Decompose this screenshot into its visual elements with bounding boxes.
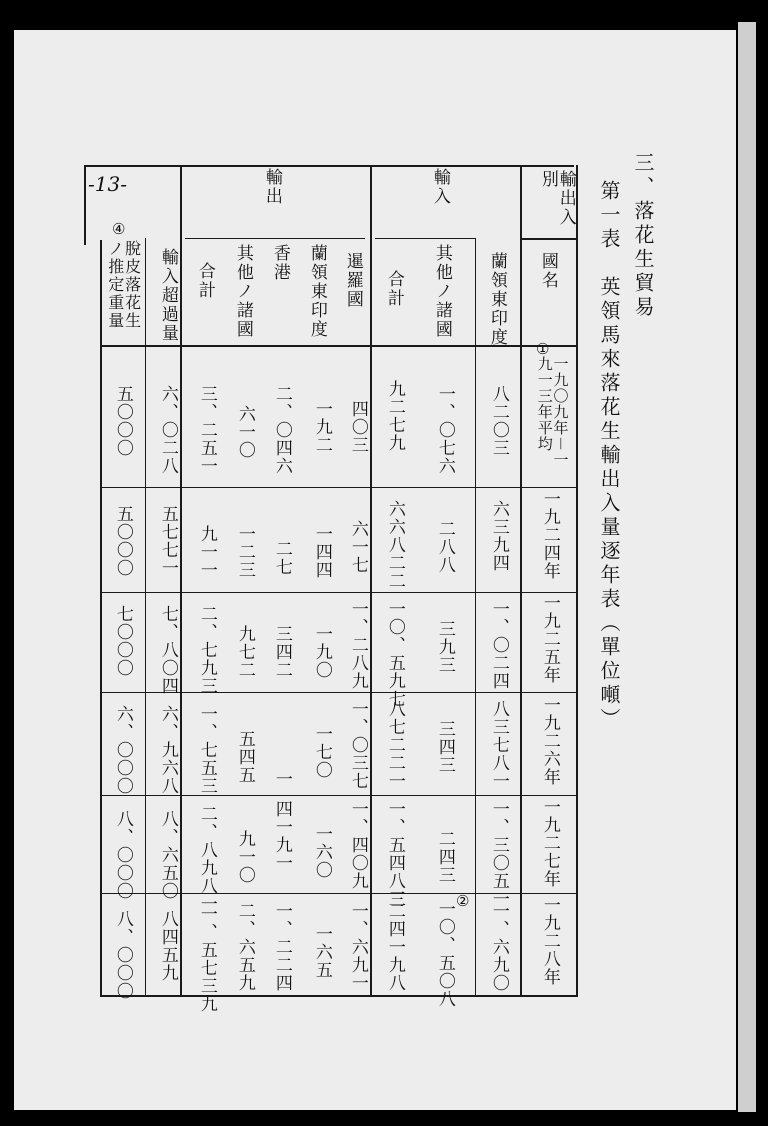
import-group-divider	[375, 238, 475, 239]
data-cell: 九二七九	[384, 380, 405, 452]
data-cell: 一、七五三	[196, 705, 217, 795]
corner-label-top: 輸出入別	[537, 170, 576, 227]
data-cell: 一、四〇九	[347, 800, 368, 890]
data-cell: 二八八	[434, 520, 455, 574]
row-label: 脫皮落花生ノ推定重量	[105, 240, 142, 330]
row-label: 香港	[269, 244, 290, 282]
data-cell: 二四三	[434, 830, 455, 884]
data-cell: 六一〇	[234, 405, 255, 459]
data-cell: 一、六九〇	[488, 902, 509, 992]
data-cell: 七、八〇四	[157, 605, 178, 695]
data-cell: 一、二八九	[347, 600, 368, 690]
data-cell: 二、〇四六	[271, 385, 292, 475]
data-cell: 六、〇〇〇	[112, 705, 133, 795]
note-marker: ①	[536, 340, 550, 358]
row-sep	[100, 592, 576, 593]
data-cell: 一二三	[234, 525, 255, 579]
data-cell: 一、〇二四	[488, 600, 509, 690]
data-cell: 一、五四八三	[384, 800, 405, 908]
data-cell: 六六八二二	[384, 500, 405, 590]
data-cell: 八、六五〇	[157, 810, 178, 900]
col-sep	[145, 238, 146, 995]
data-cell: 八四五九	[157, 910, 178, 982]
data-cell: 八三七八一	[488, 700, 509, 790]
data-cell: 二、六五九	[234, 902, 255, 992]
data-cell: 六一七	[347, 520, 368, 574]
page-edge	[738, 22, 756, 1112]
data-cell: 一六〇	[311, 825, 332, 879]
col-sep	[520, 165, 522, 995]
data-cell: 一九二	[311, 400, 332, 454]
data-cell: 五七七一	[157, 505, 178, 577]
page-number: -13-	[88, 172, 127, 196]
data-cell: 二、七九三	[196, 605, 217, 695]
data-cell: 四〇三	[347, 400, 368, 454]
data-cell: 三、二五一	[196, 385, 217, 475]
data-cell: 一〇、五九七	[384, 600, 405, 708]
data-cell: 一四四	[311, 525, 332, 579]
export-group-header: 輸出	[261, 168, 282, 206]
data-cell: 一六五	[311, 925, 332, 979]
table-right-border	[576, 165, 578, 995]
corner-label-bottom: 國名	[537, 252, 558, 290]
row-sep	[100, 487, 576, 488]
data-cell: 一	[271, 770, 292, 788]
row-label: 合計	[194, 262, 215, 300]
col-sep	[475, 238, 476, 995]
data-cell: 六、〇二八	[157, 385, 178, 475]
year-header: 一九二八年	[539, 896, 560, 986]
data-cell: 二四一九八	[384, 902, 405, 992]
data-cell: 一、六九一	[347, 902, 368, 992]
year-header: 一九二六年	[539, 696, 560, 786]
row-label: 其他ノ諸國	[232, 244, 253, 339]
data-cell: 二七	[271, 540, 292, 576]
year-header: 一九二四年	[539, 490, 560, 580]
data-cell: 五四五	[234, 730, 255, 784]
data-cell: 八、〇〇〇	[112, 810, 133, 900]
section-title: 三、落花生貿易	[631, 152, 655, 320]
data-cell: 七〇〇〇	[112, 605, 133, 677]
export-group-divider	[185, 238, 365, 239]
data-cell: 六、九六八	[157, 705, 178, 795]
data-cell: 一、〇三七	[347, 700, 368, 790]
data-cell: 四一九一	[271, 800, 292, 872]
data-cell: 一〇、五〇八	[434, 900, 455, 1008]
data-cell: 一七〇	[311, 725, 332, 779]
data-cell: 八二〇三	[488, 385, 509, 457]
data-cell: 一、五七三九	[196, 905, 217, 1013]
data-cell: 八、〇〇〇	[112, 910, 133, 1000]
data-cell: 六三九四	[488, 500, 509, 572]
data-cell: 三四三	[434, 720, 455, 774]
row-label: 合計	[383, 270, 404, 308]
data-cell: 一、〇七六	[434, 385, 455, 475]
data-cell: 一、二二四	[271, 902, 292, 992]
col-sep	[180, 165, 182, 995]
corner-divider	[520, 238, 578, 240]
data-cell: 九一一	[196, 525, 217, 579]
data-cell: 三九三	[434, 620, 455, 674]
data-cell: 八七二二一	[384, 700, 405, 790]
row-label: 暹羅國	[342, 252, 363, 309]
data-cell: 五〇〇〇	[112, 385, 133, 457]
data-cell: 一九〇	[311, 625, 332, 679]
import-group-header: 輸入	[429, 168, 450, 206]
data-cell: 三四二	[271, 625, 292, 679]
table-left-border-2	[100, 240, 102, 997]
row-sep	[100, 795, 576, 796]
year-header: 一九二五年	[539, 594, 560, 684]
data-cell: 九七二	[234, 625, 255, 679]
row-label: 蘭領東印度	[306, 244, 327, 339]
table-left-border	[84, 165, 86, 245]
note-marker: ②	[456, 892, 470, 910]
year-header: 一九二七年	[539, 798, 560, 888]
year-header: 一九〇九年－一九一三年平均	[535, 356, 570, 469]
table-top-border	[84, 165, 574, 167]
table-title: 第一表 英領馬來落花生輸出入量逐年表（單位噸）	[597, 180, 621, 732]
row-label: 蘭領東印度	[486, 252, 507, 347]
row-label: 其他ノ諸國	[431, 244, 452, 339]
data-cell: 二、八九八一	[196, 805, 217, 913]
data-cell: 五〇〇〇	[112, 505, 133, 577]
col-sep	[370, 165, 372, 995]
data-cell: 一、三〇五一	[488, 800, 509, 908]
note-marker: ④	[112, 220, 126, 238]
data-cell: 九一〇	[234, 830, 255, 884]
row-label: 輸入超過量	[157, 248, 178, 343]
table-bottom-border	[102, 995, 578, 997]
